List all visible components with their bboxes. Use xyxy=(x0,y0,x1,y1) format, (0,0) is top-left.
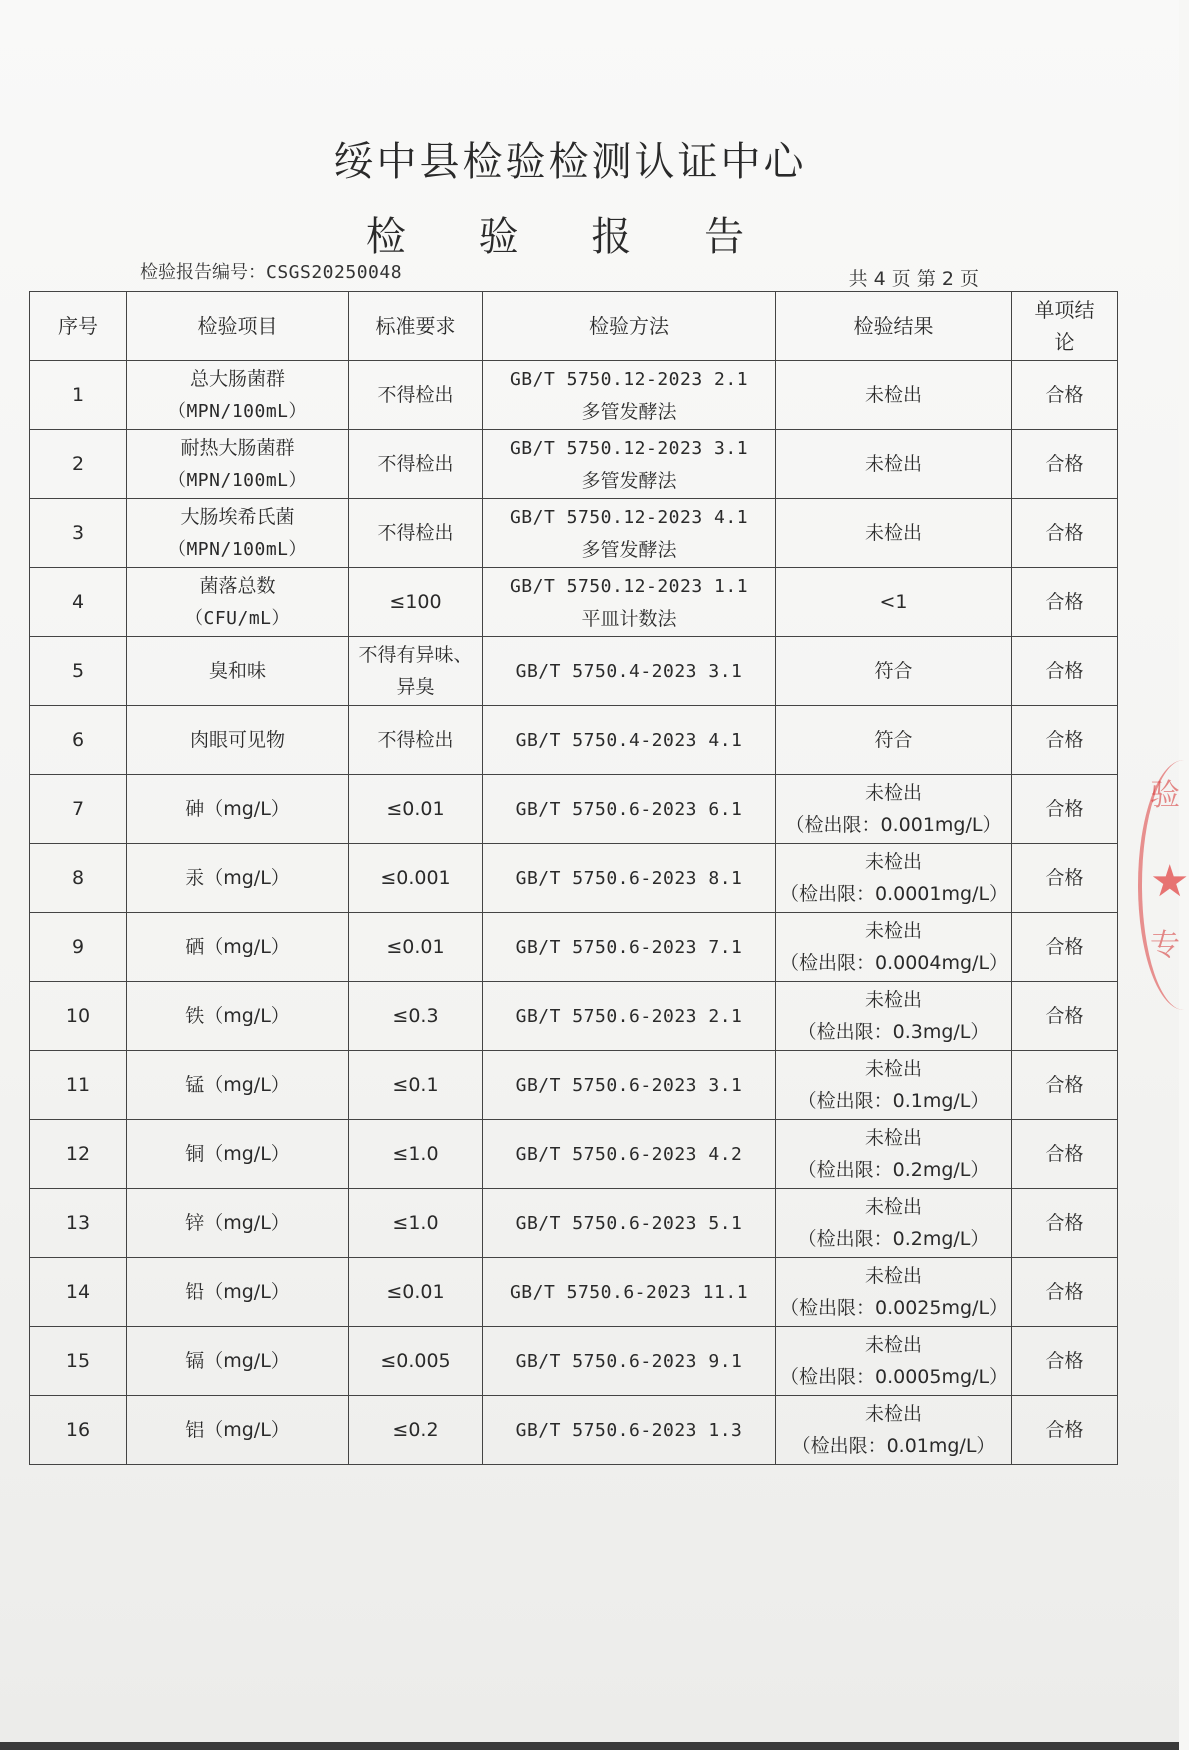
detection-limit: （检出限：0.1mg/L） xyxy=(797,1090,990,1112)
item-conclusion xyxy=(1012,1051,1118,1120)
standard-requirement xyxy=(349,706,483,775)
test-result-text: 未检出 xyxy=(864,1127,922,1149)
test-item-name: 铁（mg/L） xyxy=(185,1005,290,1027)
row-number xyxy=(30,361,127,430)
test-item-name: 镉（mg/L） xyxy=(185,1350,290,1372)
standard-requirement-text: ≤0.005 xyxy=(380,1350,451,1372)
test-method xyxy=(483,568,776,637)
row-number xyxy=(30,1051,127,1120)
test-method xyxy=(483,1120,776,1189)
test-method xyxy=(483,775,776,844)
test-method-code: GB/T 5750.6-2023 9.1 xyxy=(515,1350,743,1372)
test-result-text: 未检出 xyxy=(864,1058,922,1080)
test-item-name: 耐热大肠菌群 xyxy=(180,436,295,459)
table-row xyxy=(30,982,1118,1051)
test-result-text: 未检出 xyxy=(864,1196,922,1218)
test-item-name: 大肠埃希氏菌 xyxy=(180,505,295,528)
item-conclusion xyxy=(1012,706,1118,775)
table-row xyxy=(30,568,1118,637)
row-number xyxy=(30,568,127,637)
item-conclusion xyxy=(1012,1120,1118,1189)
table-row xyxy=(30,1051,1118,1120)
test-result-text: 符合 xyxy=(874,729,913,751)
row-number-text: 15 xyxy=(65,1350,91,1372)
row-number-text: 7 xyxy=(71,798,85,820)
test-method xyxy=(483,430,776,499)
test-item xyxy=(127,568,349,637)
item-conclusion xyxy=(1012,775,1118,844)
item-conclusion-text: 合格 xyxy=(1045,1281,1084,1303)
detection-limit: （检出限：0.01mg/L） xyxy=(791,1435,996,1457)
test-method xyxy=(483,361,776,430)
test-method-code: GB/T 5750.6-2023 11.1 xyxy=(509,1281,749,1303)
detection-limit: （检出限：0.0004mg/L） xyxy=(780,952,1009,974)
test-item xyxy=(127,1120,349,1189)
test-result-text: 未检出 xyxy=(864,989,922,1011)
test-method xyxy=(483,706,776,775)
row-number-text: 5 xyxy=(71,660,85,682)
test-item-name: 砷（mg/L） xyxy=(185,798,290,820)
page-edge xyxy=(0,1742,1179,1750)
item-conclusion xyxy=(1012,982,1118,1051)
standard-requirement-text: ≤0.001 xyxy=(380,867,451,889)
test-result xyxy=(776,913,1012,982)
standard-requirement-text: ≤100 xyxy=(389,591,442,613)
test-result xyxy=(776,1258,1012,1327)
row-number xyxy=(30,430,127,499)
table-row xyxy=(30,499,1118,568)
detection-limit: （检出限：0.0001mg/L） xyxy=(780,883,1009,905)
detection-limit: （检出限：0.2mg/L） xyxy=(797,1159,990,1181)
test-item xyxy=(127,637,349,706)
test-method xyxy=(483,499,776,568)
test-method-code: GB/T 5750.6-2023 3.1 xyxy=(515,1074,743,1096)
test-item xyxy=(127,706,349,775)
detection-limit: （检出限：0.0005mg/L） xyxy=(780,1366,1009,1388)
test-result xyxy=(776,844,1012,913)
test-method xyxy=(483,1051,776,1120)
standard-requirement-text: 不得检出 xyxy=(377,384,454,406)
test-method-name: 平皿计数法 xyxy=(581,607,677,630)
organization-title: 绥中县检验检测认证中心 xyxy=(333,139,807,185)
item-conclusion xyxy=(1012,430,1118,499)
test-item-name: 铜（mg/L） xyxy=(185,1143,290,1165)
item-conclusion xyxy=(1012,637,1118,706)
test-result xyxy=(776,1327,1012,1396)
row-number xyxy=(30,1120,127,1189)
standard-requirement xyxy=(349,430,483,499)
test-item xyxy=(127,844,349,913)
row-number xyxy=(30,775,127,844)
official-seal xyxy=(1138,760,1189,1010)
test-method-name: 多管发酵法 xyxy=(581,400,677,423)
test-item-name: 铅（mg/L） xyxy=(185,1281,290,1303)
item-conclusion xyxy=(1012,1189,1118,1258)
results-table xyxy=(29,291,1118,1465)
test-result-text: 未检出 xyxy=(864,384,922,406)
item-conclusion-text: 合格 xyxy=(1045,522,1084,544)
test-item xyxy=(127,1327,349,1396)
standard-requirement-text: ≤0.01 xyxy=(386,936,445,958)
test-item-unit: （CFU/mL） xyxy=(184,607,291,629)
test-item-name: 锌（mg/L） xyxy=(185,1212,290,1234)
detection-limit: （检出限：0.001mg/L） xyxy=(785,814,1002,836)
test-result-text: 未检出 xyxy=(864,522,922,544)
row-number-text: 10 xyxy=(65,1005,91,1027)
row-number-text: 12 xyxy=(65,1143,91,1165)
table-row xyxy=(30,361,1118,430)
item-conclusion xyxy=(1012,1327,1118,1396)
test-result-text: 未检出 xyxy=(864,1265,922,1287)
item-conclusion xyxy=(1012,1258,1118,1327)
row-number xyxy=(30,637,127,706)
test-method xyxy=(483,913,776,982)
table-row xyxy=(30,1189,1118,1258)
report-number-value: CSGS20250048 xyxy=(266,262,403,283)
row-number xyxy=(30,1189,127,1258)
report-number xyxy=(140,258,402,284)
item-conclusion-text: 合格 xyxy=(1045,591,1084,613)
test-item xyxy=(127,430,349,499)
standard-requirement-text: 不得检出 xyxy=(377,522,454,544)
test-result xyxy=(776,430,1012,499)
standard-requirement xyxy=(349,1120,483,1189)
row-number-text: 11 xyxy=(65,1074,91,1096)
item-conclusion-text: 合格 xyxy=(1045,798,1084,820)
test-method xyxy=(483,1189,776,1258)
table-row xyxy=(30,430,1118,499)
standard-requirement xyxy=(349,1327,483,1396)
test-result xyxy=(776,1396,1012,1465)
standard-requirement-text: ≤0.01 xyxy=(386,798,445,820)
test-method xyxy=(483,1327,776,1396)
test-result-text: 未检出 xyxy=(864,920,922,942)
table-row xyxy=(30,1327,1118,1396)
test-result xyxy=(776,982,1012,1051)
test-result xyxy=(776,775,1012,844)
item-conclusion xyxy=(1012,844,1118,913)
standard-requirement xyxy=(349,1051,483,1120)
table-row xyxy=(30,706,1118,775)
standard-requirement-text: ≤0.3 xyxy=(392,1005,439,1027)
item-conclusion xyxy=(1012,913,1118,982)
column-header: 序号 xyxy=(30,292,127,361)
test-method-code: GB/T 5750.4-2023 4.1 xyxy=(515,729,743,751)
row-number-text: 4 xyxy=(71,591,85,613)
page-indicator: 共 4 页 第 2 页 xyxy=(848,268,979,290)
test-result xyxy=(776,1189,1012,1258)
test-item xyxy=(127,1258,349,1327)
table-row xyxy=(30,844,1118,913)
test-result xyxy=(776,568,1012,637)
standard-requirement xyxy=(349,568,483,637)
table-body xyxy=(30,361,1118,1465)
column-header: 单项结论 xyxy=(1012,292,1118,361)
item-conclusion-text: 合格 xyxy=(1045,1005,1084,1027)
table-row xyxy=(30,775,1118,844)
test-result-text: 未检出 xyxy=(864,1334,922,1356)
detection-limit: （检出限：0.0025mg/L） xyxy=(780,1297,1009,1319)
row-number-text: 13 xyxy=(65,1212,91,1234)
test-item xyxy=(127,499,349,568)
test-method xyxy=(483,982,776,1051)
test-result-text: 未检出 xyxy=(864,453,922,475)
test-method-code: GB/T 5750.6-2023 4.2 xyxy=(515,1143,743,1165)
test-item-unit: （MPN/100mL） xyxy=(167,469,308,491)
test-method-code: GB/T 5750.12-2023 2.1 xyxy=(509,368,749,390)
test-item-unit: （MPN/100mL） xyxy=(167,538,308,560)
test-method-code: GB/T 5750.6-2023 8.1 xyxy=(515,867,743,889)
item-conclusion-text: 合格 xyxy=(1045,384,1084,406)
test-item xyxy=(127,982,349,1051)
row-number-text: 3 xyxy=(71,522,85,544)
test-item-name: 锰（mg/L） xyxy=(185,1074,290,1096)
column-header: 检验方法 xyxy=(483,292,776,361)
table-row xyxy=(30,1120,1118,1189)
standard-requirement xyxy=(349,775,483,844)
row-number-text: 14 xyxy=(65,1281,91,1303)
standard-requirement-text: 不得检出 xyxy=(377,453,454,475)
test-item xyxy=(127,913,349,982)
standard-requirement xyxy=(349,982,483,1051)
test-result xyxy=(776,1051,1012,1120)
item-conclusion-text: 合格 xyxy=(1045,936,1084,958)
standard-requirement xyxy=(349,361,483,430)
table-row xyxy=(30,913,1118,982)
test-method-code: GB/T 5750.12-2023 3.1 xyxy=(509,437,749,459)
item-conclusion-text: 合格 xyxy=(1045,1350,1084,1372)
standard-requirement-text: 不得检出 xyxy=(377,729,454,751)
standard-requirement-text: ≤0.1 xyxy=(392,1074,439,1096)
standard-requirement-text: ≤1.0 xyxy=(392,1212,439,1234)
test-item xyxy=(127,775,349,844)
test-method xyxy=(483,637,776,706)
star-icon: ★ xyxy=(1150,856,1189,907)
item-conclusion xyxy=(1012,1396,1118,1465)
column-header: 检验结果 xyxy=(776,292,1012,361)
test-method-code: GB/T 5750.4-2023 3.1 xyxy=(515,660,743,682)
row-number xyxy=(30,706,127,775)
test-result xyxy=(776,637,1012,706)
table-row xyxy=(30,1258,1118,1327)
standard-requirement-text: 不得有异味、异臭 xyxy=(358,644,473,698)
test-item-name: 臭和味 xyxy=(208,660,266,682)
test-method-code: GB/T 5750.12-2023 4.1 xyxy=(509,506,749,528)
test-result xyxy=(776,706,1012,775)
test-result xyxy=(776,361,1012,430)
item-conclusion xyxy=(1012,361,1118,430)
test-result-text: <1 xyxy=(879,591,908,613)
row-number-text: 2 xyxy=(71,453,85,475)
column-header: 标准要求 xyxy=(349,292,483,361)
row-number-text: 9 xyxy=(71,936,85,958)
test-result-text: 未检出 xyxy=(864,782,922,804)
test-item-name: 硒（mg/L） xyxy=(185,936,290,958)
item-conclusion-text: 合格 xyxy=(1045,1419,1084,1441)
test-result-text: 符合 xyxy=(874,660,913,682)
test-item xyxy=(127,1189,349,1258)
test-method-name: 多管发酵法 xyxy=(581,469,677,492)
standard-requirement-text: ≤0.01 xyxy=(386,1281,445,1303)
standard-requirement xyxy=(349,499,483,568)
report-number-label: 检验报告编号： xyxy=(140,262,266,283)
test-result xyxy=(776,499,1012,568)
test-result-text: 未检出 xyxy=(864,1403,922,1425)
test-item-name: 总大肠菌群 xyxy=(189,367,285,390)
item-conclusion xyxy=(1012,499,1118,568)
test-method-code: GB/T 5750.6-2023 2.1 xyxy=(515,1005,743,1027)
test-method-code: GB/T 5750.6-2023 5.1 xyxy=(515,1212,743,1234)
standard-requirement xyxy=(349,1258,483,1327)
table-header-row xyxy=(30,292,1118,361)
standard-requirement xyxy=(349,1396,483,1465)
standard-requirement xyxy=(349,913,483,982)
test-item-name: 菌落总数 xyxy=(199,574,276,597)
detection-limit: （检出限：0.3mg/L） xyxy=(797,1021,990,1043)
row-number xyxy=(30,913,127,982)
column-header: 检验项目 xyxy=(127,292,349,361)
item-conclusion-text: 合格 xyxy=(1045,660,1084,682)
table-row xyxy=(30,637,1118,706)
item-conclusion-text: 合格 xyxy=(1045,1212,1084,1234)
row-number xyxy=(30,1396,127,1465)
seal-char: 专 xyxy=(1150,928,1180,963)
row-number-text: 1 xyxy=(71,384,85,406)
item-conclusion-text: 合格 xyxy=(1045,453,1084,475)
test-method xyxy=(483,1258,776,1327)
row-number xyxy=(30,499,127,568)
test-method-code: GB/T 5750.6-2023 7.1 xyxy=(515,936,743,958)
test-item-name: 铝（mg/L） xyxy=(185,1419,290,1441)
standard-requirement-text: ≤0.2 xyxy=(392,1419,439,1441)
standard-requirement xyxy=(349,844,483,913)
test-method xyxy=(483,844,776,913)
seal-char: 验 xyxy=(1150,778,1180,813)
item-conclusion-text: 合格 xyxy=(1045,867,1084,889)
table-row xyxy=(30,1396,1118,1465)
row-number-text: 16 xyxy=(65,1419,91,1441)
item-conclusion-text: 合格 xyxy=(1045,1143,1084,1165)
item-conclusion xyxy=(1012,568,1118,637)
test-method xyxy=(483,1396,776,1465)
test-item-name: 肉眼可见物 xyxy=(189,729,285,751)
row-number xyxy=(30,1327,127,1396)
row-number xyxy=(30,844,127,913)
test-item xyxy=(127,1396,349,1465)
test-item xyxy=(127,361,349,430)
test-result-text: 未检出 xyxy=(864,851,922,873)
row-number-text: 8 xyxy=(71,867,85,889)
test-method-code: GB/T 5750.6-2023 1.3 xyxy=(515,1419,743,1441)
row-number-text: 6 xyxy=(71,729,85,751)
detection-limit: （检出限：0.2mg/L） xyxy=(797,1228,990,1250)
test-item-unit: （MPN/100mL） xyxy=(167,400,308,422)
test-item-name: 汞（mg/L） xyxy=(185,867,290,889)
standard-requirement xyxy=(349,637,483,706)
test-result xyxy=(776,1120,1012,1189)
row-number xyxy=(30,1258,127,1327)
document-title: 检 验 报 告 xyxy=(365,214,775,260)
standard-requirement xyxy=(349,1189,483,1258)
item-conclusion-text: 合格 xyxy=(1045,729,1084,751)
test-method-name: 多管发酵法 xyxy=(581,538,677,561)
test-item xyxy=(127,1051,349,1120)
standard-requirement-text: ≤1.0 xyxy=(392,1143,439,1165)
row-number xyxy=(30,982,127,1051)
test-method-code: GB/T 5750.12-2023 1.1 xyxy=(509,575,749,597)
item-conclusion-text: 合格 xyxy=(1045,1074,1084,1096)
test-method-code: GB/T 5750.6-2023 6.1 xyxy=(515,798,743,820)
